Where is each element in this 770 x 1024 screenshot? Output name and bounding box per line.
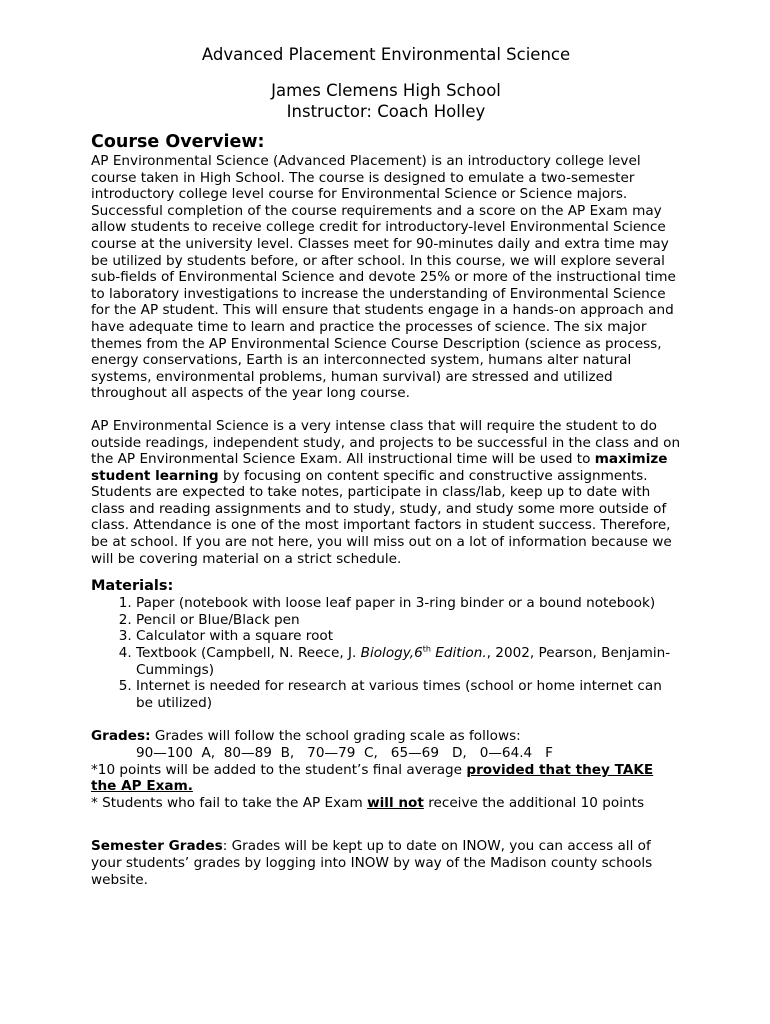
semester-grades-label: Semester Grades [91,838,223,855]
textbook-edition: Edition. [430,645,487,662]
overview-p2-text-a: AP Environmental Science is a very intense class that will require the student to do outside readings, independent study, and projects to be successful in the class and on the AP Environmental Science Exam. All instructional time will be used to [91,417,681,468]
materials-item: 2. Pencil or Blue/Black pen [136,612,681,629]
overview-paragraph-2 [91,418,681,567]
school-name: James Clemens High School [271,81,501,100]
overview-p2-text-b: by focusing on content specific and constructive assignments. Students are expected to take notes, participate in class/lab, keep up to date with class and reading assignments and to study, study, and study some more outside of class. Attendance is one of the most important factors in student success. Therefore, be at school. If you are not here, you will miss out on a lot of information because we will be covering material on a strict schedule. [91,467,672,567]
semester-grades-text: : Grades will be kept up to date on INOW, you can access all of your students’ grades by logging into INOW by way of the Madison county schools website. [91,838,653,888]
overview-p2-bold: maximize student learning [91,451,668,484]
overview-paragraph-1: AP Environmental Science (Advanced Placement) is an introductory college level course taken in High School. The course is designed to emulate a two-semester introductory college level course for Environmental Science or Science majors. Successful completion of the course requirements and a score on the AP Exam may allow students to receive college credit for introductory-level Environmental Science course at the university level. Classes meet for 90-minutes daily and extra time may be utilized by students before, or after school. In this course, we will explore several sub-fields of Environmental Science and devote 25% or more of the instructional time to laboratory investigations to increase the understanding of Environmental Science for the AP student. This will ensure that students engage in a hands-on approach and have adequate time to learn and practice the processes of science. The six major themes from the AP Environmental Science Course Description (science as process, energy conservations, Earth is an interconnected system, humans alter natural systems, environmental problems, human survival) are stressed and utilized throughout all aspects of the year long course. [91,153,676,402]
grading-scale: 90—100 A, 80—89 B, 70—79 C, 65—69 D, 0—64.4 F [136,745,553,761]
course-overview-heading: Course Overview: [91,132,265,152]
fail-text-a: * Students who fail to take the AP Exam [91,794,368,811]
grades-intro-text: Grades will follow the school grading scale as follows: [150,728,521,745]
ap-fail-note [91,795,681,812]
ap-bonus-note [91,762,681,795]
textbook-text-b: , 2002, Pearson, Benjamin-Cummings) [136,645,671,678]
document-page [91,44,681,888]
fail-emphasis: will not [367,794,424,811]
instructor-name: Instructor: Coach Holley [286,102,486,121]
materials-heading: Materials: [91,578,174,595]
course-title: Advanced Placement Environmental Science [201,45,571,64]
materials-item: 5. Internet is needed for research at various times (school or home internet can be utilized) [136,678,681,711]
bonus-text: *10 points will be added to the student’s final average [91,761,467,778]
semester-grades [91,838,681,888]
textbook-edition-sup: th [422,644,431,654]
grades-label: Grades: [91,728,151,745]
grades-intro [91,728,681,745]
textbook-title: Biology,6 [360,645,423,662]
materials-item: 3. Calculator with a square root [136,628,681,645]
bonus-emphasis: provided that they TAKE the AP Exam. [91,761,654,795]
materials-item [136,645,681,678]
materials-list [91,595,681,711]
materials-item: 1. Paper (notebook with loose leaf paper in 3-ring binder or a bound notebook) [136,595,681,612]
textbook-text-a: Textbook (Campbell, N. Reece, J. [136,645,361,662]
fail-text-b: receive the additional 10 points [423,794,645,811]
